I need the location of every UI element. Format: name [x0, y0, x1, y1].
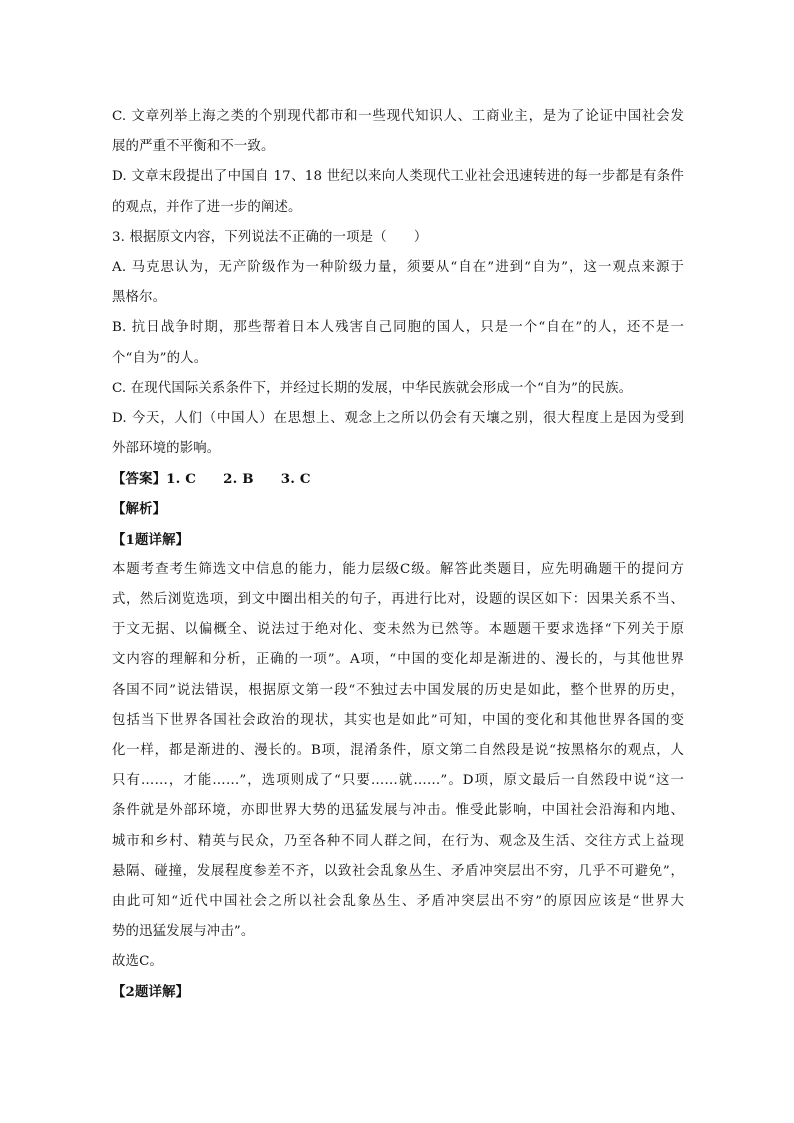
text-line: 故选C。 — [112, 954, 164, 970]
text-line: 本题考查考生筛选文中信息的能力，能力层级C级。解答此类题目，应先明确题干的提问方 — [112, 561, 684, 577]
text-line: 由此可知“近代中国社会之所以社会乱象丛生、矛盾冲突层出不穷”的原因应该是“世界大 — [112, 893, 684, 909]
text-line: 外部环境的影响。 — [112, 441, 221, 457]
text-line: 于文无据、以偏概全、说法过于绝对化、变未然为已然等。本题题干要求选择“下列关于原 — [112, 622, 684, 638]
text-line: A. 马克思认为，无产阶级作为一种阶级力量，须要从“自在”进到“自为”，这一观点来源于 — [112, 259, 684, 275]
text-line: C. 文章列举上海之类的个别现代都市和一些现代知识人、工商业主，是为了论证中国社会发 — [112, 109, 684, 124]
text-line: 的观点，并作了进一步的阐述。 — [112, 199, 302, 215]
text-line: B. 抗日战争时期，那些帮着日本人残害自己同胞的国人，只是一个“自在”的人，还不是一 — [112, 320, 684, 336]
text-line: 文内容的理解和分析，正确的一项”。A项，“中国的变化却是渐进的、漫长的，与其他世界 — [112, 652, 684, 668]
text-line: 3. 根据原文内容，下列说法不正确的一项是（ ） — [112, 229, 428, 245]
text-line: 悬隔、碰撞，发展程度参差不齐，以致社会乱象丛生、矛盾冲突层出不穷，几乎不可避免”， — [112, 863, 684, 879]
text-line: 黑格尔。 — [112, 290, 167, 306]
text-line: 各国不同”说法错误，根据原文第一段“不独过去中国发展的历史是如此，整个世界的历史， — [112, 682, 684, 698]
text-line: 势的迅猛发展与冲击”。 — [112, 924, 255, 940]
text-line: 【2题详解】 — [112, 984, 190, 1001]
text-line: 包括当下世界各国社会政治的现状，其实也是如此”可知，中国的变化和其他世界各国的变 — [112, 712, 684, 728]
document-page — [112, 102, 684, 1008]
text-line: 化一样，都是渐进的、漫长的。B项，混淆条件，原文第二自然段是说“按黑格尔的观点，人 — [112, 742, 684, 758]
text-line: D. 文章末段提出了中国自 17、18 世纪以来向人类现代工业社会迅速转进的每一步都是有条件 — [112, 169, 684, 185]
text-line: C. 在现代国际关系条件下，并经过长期的发展，中华民族就会形成一个“自为”的民族。 — [112, 380, 633, 396]
text-line: 条件就是外部环境，亦即世界大势的迅猛发展与冲击。惟受此影响，中国社会沿海和内地、 — [112, 803, 684, 819]
text-line: 【1题详解】 — [112, 531, 190, 548]
text-line: 城市和乡村、精英与民众，乃至各种不同人群之间，在行为、观念及生活、交往方式上益现 — [112, 833, 684, 849]
text-line: 个“自为”的人。 — [112, 350, 208, 366]
text-line: 展的严重不平衡和不一致。 — [112, 139, 275, 155]
text-line: 只有……，才能……”，选项则成了“只要……就……”。D项，原文最后一自然段中说“这一 — [112, 773, 684, 789]
text-line: 式，然后浏览选项，到文中圈出相关的句子，再进行比对，设题的误区如下：因果关系不当、 — [112, 592, 684, 607]
text-line: D. 今天，人们（中国人）在思想上、观念上之所以仍会有天壤之别，很大程度上是因为受到 — [112, 410, 684, 426]
text-line: 【解析】 — [112, 501, 167, 518]
text-line: 【答案】1. C 2. B 3. C — [112, 471, 311, 488]
